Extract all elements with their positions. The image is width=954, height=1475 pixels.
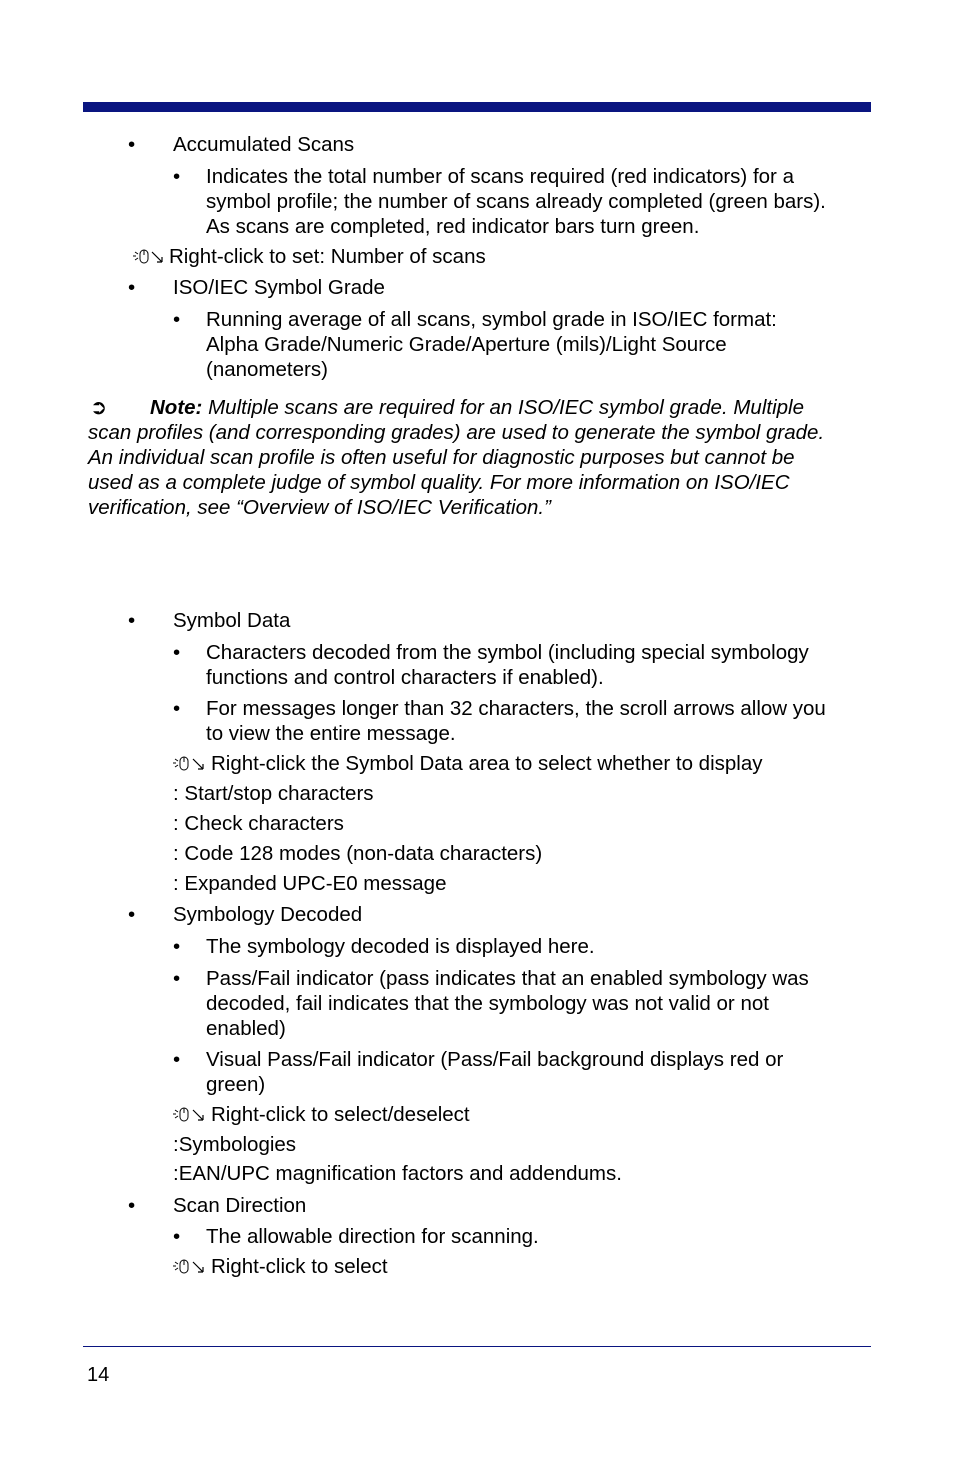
right-click-text: Right-click to set: Number of scans bbox=[169, 245, 486, 268]
text-line: Characters decoded from the symbol (including special symbology bbox=[206, 641, 809, 664]
bullet: • bbox=[173, 641, 181, 664]
section-title-scan-direction: Scan Direction bbox=[173, 1194, 307, 1217]
note-text: Multiple scans are required for an ISO/IEC symbol grade. Multiple bbox=[202, 396, 804, 419]
bullet: • bbox=[173, 165, 181, 188]
text-line: The symbology decoded is displayed here. bbox=[206, 935, 595, 958]
note-text: scan profiles (and corresponding grades) are used to generate the symbol grade. bbox=[88, 421, 825, 444]
text-line: symbol profile; the number of scans already completed (green bars). bbox=[206, 190, 826, 213]
option-line: : Code 128 modes (non-data characters) bbox=[173, 842, 543, 865]
section-title-accumulated-scans: Accumulated Scans bbox=[173, 133, 355, 156]
note-arrow-icon: ➲ bbox=[90, 396, 108, 419]
text-line: functions and control characters if enabled). bbox=[206, 666, 604, 689]
page-number: 14 bbox=[87, 1364, 110, 1386]
note-text: verification, see “Overview of ISO/IEC Verification.” bbox=[88, 496, 551, 519]
section-title-symbology-decoded: Symbology Decoded bbox=[173, 903, 363, 926]
bullet: • bbox=[128, 609, 136, 632]
option-line: :EAN/UPC magnification factors and addendums. bbox=[173, 1162, 622, 1185]
text-line: enabled) bbox=[206, 1017, 286, 1040]
text-line: green) bbox=[206, 1073, 266, 1096]
text-line: Running average of all scans, symbol grade in ISO/IEC format: bbox=[206, 308, 777, 331]
option-line: : Start/stop characters bbox=[173, 782, 374, 805]
option-line: :Symbologies bbox=[173, 1133, 297, 1156]
note-text: used as a complete judge of symbol quality. For more information on ISO/IEC bbox=[88, 471, 790, 494]
bullet: • bbox=[128, 133, 136, 156]
bullet: • bbox=[173, 1048, 181, 1071]
mouse-right-click-icon bbox=[173, 1254, 211, 1279]
mouse-right-click-icon bbox=[133, 244, 169, 269]
bullet: • bbox=[173, 967, 181, 990]
right-click-line bbox=[133, 244, 486, 269]
note-label: Note: bbox=[150, 396, 203, 419]
right-click-line bbox=[173, 751, 762, 776]
note-first-line bbox=[150, 395, 804, 420]
bullet: • bbox=[128, 1194, 136, 1217]
right-click-line bbox=[173, 1102, 470, 1127]
text-line: The allowable direction for scanning. bbox=[206, 1225, 539, 1248]
text-line: decoded, fail indicates that the symbology was not valid or not bbox=[206, 992, 769, 1015]
section-title-iso-grade: ISO/IEC Symbol Grade bbox=[173, 276, 385, 299]
right-click-text: Right-click the Symbol Data area to select whether to display bbox=[211, 752, 763, 775]
right-click-text: Right-click to select/deselect bbox=[211, 1103, 470, 1126]
text-line: Alpha Grade/Numeric Grade/Aperture (mils)/Light Source bbox=[206, 333, 727, 356]
text-line: Visual Pass/Fail indicator (Pass/Fail background displays red or bbox=[206, 1048, 784, 1071]
bullet: • bbox=[173, 935, 181, 958]
bullet: • bbox=[128, 903, 136, 926]
mouse-right-click-icon bbox=[173, 1102, 211, 1127]
right-click-line bbox=[173, 1254, 388, 1279]
text-line: As scans are completed, red indicator bars turn green. bbox=[206, 215, 700, 238]
text-line: Indicates the total number of scans required (red indicators) for a bbox=[206, 165, 794, 188]
text-line: Pass/Fail indicator (pass indicates that an enabled symbology was bbox=[206, 967, 809, 990]
option-line: : Expanded UPC-E0 message bbox=[173, 872, 447, 895]
bullet: • bbox=[173, 1225, 181, 1248]
mouse-right-click-icon bbox=[173, 751, 211, 776]
right-click-text: Right-click to select bbox=[211, 1255, 388, 1278]
section-title-symbol-data: Symbol Data bbox=[173, 609, 291, 632]
text-line: (nanometers) bbox=[206, 358, 328, 381]
bullet: • bbox=[128, 276, 136, 299]
option-line: : Check characters bbox=[173, 812, 344, 835]
header-rule bbox=[83, 102, 871, 112]
footer-rule bbox=[83, 1346, 871, 1347]
text-line: For messages longer than 32 characters, the scroll arrows allow you bbox=[206, 697, 826, 720]
bullet: • bbox=[173, 697, 181, 720]
bullet: • bbox=[173, 308, 181, 331]
text-line: to view the entire message. bbox=[206, 722, 456, 745]
note-text: An individual scan profile is often useful for diagnostic purposes but cannot be bbox=[88, 446, 795, 469]
